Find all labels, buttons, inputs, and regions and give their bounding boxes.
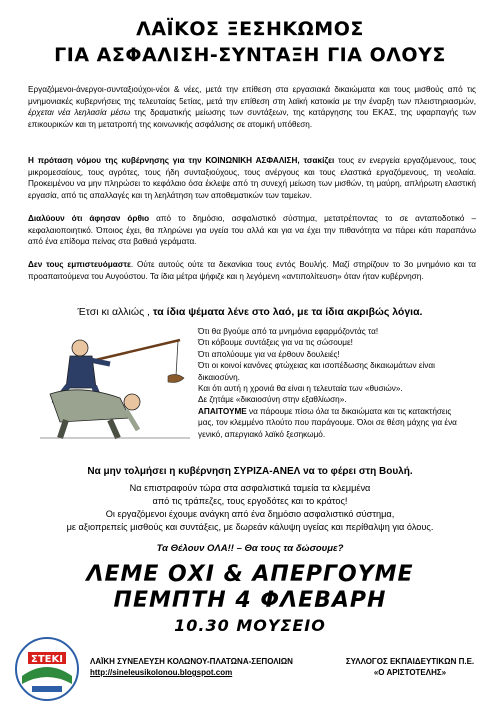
list-item: Και ότι αυτή η χρονιά θα είναι η τελευταία των «θυσιών». [198, 384, 403, 394]
demands-block [0, 482, 500, 534]
question-line: Τα Θέλουν ΟΛΑ!! – Θα τους τα δώσουμε? [156, 543, 344, 554]
tagline [0, 306, 500, 318]
law-text: τους εν ενεργεία εργαζόμενους, τους μικρομεσαίους, τους αγρότες, τους ήδη συνταξιούχους, τους ανέργους και τους ελαστικά εργαζόμενους, τη νεολαία. Προκειμένου να μην πληρώσει το κεφάλαιο όσα έκλεψε από τη συνεχή μείωση των μισθών, τη μαύρη, απλήρωτη ελαστική εργασία, από τις απαλλαγές και τη λεηλάτηση των αποθεματικών των ταμείων. [28, 156, 476, 200]
dissolve-text: από το δημόσιο, ασφαλιστικό σύστημα, μετατρέποντας το σε ανταποδοτικό – κεφαλαιοποιητικό. Όποιος έχει, θα πληρώνει για υγεία του αλλά και για να έχει την πιθανότητα να πάρει κάτι παραπάνω από ένα επίδομα πείνας στα βαθειά γεράματα. [28, 214, 476, 247]
intro-rest: της δραματικής μείωσης των συντάξεων, της κατάργησης του ΕΚΑΣ, της υφαρπαγής των επικουρικών και τη μετατροπή της κοινωνικής ασφάλισης σε ατομική υπόθεση. [28, 108, 476, 129]
headline-line-2: ΓΙΑ ΑΣΦΑΛΙΣΗ-ΣΥΝΤΑΞΗ ΓΙΑ ΟΛΟΥΣ [54, 44, 446, 66]
demand-bold: ΑΠΑΙΤΟΥΜΕ [198, 406, 247, 416]
demand-text: να πάρουμε πίσω όλα τα δικαιώματα και τις κατακτήσεις μας, τον κλεμμένο πλούτο που παράγουμε. Όλοι σε θέση μάχης για ένα γενικό, απεργιακό λαϊκό ξεσηκωμό. [198, 406, 457, 439]
org-left-name: ΛΑΪΚΗ ΣΥΝΕΛΕΥΣΗ ΚΟΛΩΝΟΥ-ΠΛΑΤΩΝΑ-ΣΕΠΟΛΙΩΝ [90, 657, 293, 666]
logo-text: ΣΤΕΚΙ [31, 654, 63, 665]
blog-link[interactable]: http://sineleusikolonou.blogspot.com [90, 668, 233, 677]
demand-line: από τις τράπεζες, τους εργοδότες και το κράτος! [152, 496, 348, 506]
bullet-list [198, 326, 468, 440]
intro-text: Εργαζόμενοι-άνεργοι-συνταξιούχοι-νέοι & νέες, μετά την επίθεση στα εργασιακά δικαιώματα και τους μισθούς από τις μνημονιακές κυβερνήσεις της τελευταίας 5ετίας, μετά την επίθεση στη λαϊκή κατοικία με την έναρξη των πλειστηριασμών, [28, 85, 476, 106]
list-item: Ότι οι κοινοί κανόνες φτώχειας και ισοπέδωσης δικαιωμάτων είναι δικαιοσύνη. [198, 361, 435, 382]
trust-paragraph [28, 259, 476, 282]
slogan-date: ΠΕΜΠΤΗ 4 ΦΛΕΒΑΡΗ [113, 588, 387, 613]
law-paragraph [28, 155, 476, 201]
list-item: Δε ζητάμε «δικαιοσύνη στην εξαθλίωση». [198, 395, 347, 405]
trust-bold: Δεν τους εμπιστευόμαστε [28, 260, 131, 269]
list-item: Ότι απολύουμε για να έρθουν δουλειές! [198, 349, 340, 359]
org-right-line-2: «Ο ΑΡΙΣΤΟΤΕΛΗΣ» [373, 668, 447, 677]
demand-line: Οι εργαζόμενοι έχουμε ανάγκη από ένα δημόσιο ασφαλιστικό σύστημα, [105, 509, 395, 519]
tagline-lead: Έτσι κι αλλιώς , [77, 306, 150, 318]
law-bold: Η πρόταση νόμου της κυβέρνησης για την ΚΟΙΝΩΝΙΚΗ ΑΣΦΑΛΙΣΗ, τσακίζει [28, 156, 335, 165]
intro-paragraph [28, 84, 476, 130]
intro-italic: έρχεται νέα λεηλασία μέσω [28, 108, 131, 118]
slogan-time-place: 10.30 ΜΟΥΣΕΙΟ [174, 616, 326, 635]
list-item: Ότι θα βγούμε από τα μνημόνια εφαρμόζοντάς τα! [198, 327, 379, 336]
tagline-bold: τα ίδια ψέματα λένε στο λαό, με τα ίδια ακριβώς λόγια. [152, 306, 423, 318]
trust-text: . Ούτε αυτούς ούτε τα δεκανίκια τους εντός Βουλής. Μαζί στηρίζουν το 3ο μνημόνιο και τα προαπαιτούμενα του Αυγούστου. Τα ίδια μέτρα ψήφιζε και η λεγόμενη «αντιπολίτευση» όταν ήταν κυβέρνηση. [28, 260, 476, 281]
cartoon-illustration [40, 326, 190, 441]
dissolve-paragraph [28, 213, 476, 248]
warning-line: Να μην τολμήσει η κυβέρνηση ΣΥΡΙΖΑ-ΑΝΕΛ να το φέρει στη Βουλή. [87, 466, 413, 477]
slogan-strike: ΛΕΜΕ ΟΧΙ & ΑΠΕΡΓΟΥΜΕ [86, 562, 414, 587]
demand-line: με αξιοπρεπείς μισθούς και συντάξεις, με δωρεάν κάλυψη υγείας και περίθαλψη για όλους. [66, 522, 434, 532]
demand-paragraph [198, 406, 468, 440]
list-item: Ότι κόβουμε συντάξεις για να τις σώσουμε! [198, 338, 353, 348]
org-right-line-1: ΣΥΛΛΟΓΟΣ ΕΚΠΑΙΔΕΥΤΙΚΩΝ Π.Ε. [345, 657, 475, 666]
demand-line: Να επιστραφούν τώρα στα ασφαλιστικά ταμεία τα κλεμμένα [129, 483, 371, 493]
headline-line-1: ΛΑΪΚΟΣ ΞΕΣΗΚΩΜΟΣ [136, 18, 364, 40]
dissolve-bold: Διαλύουν ότι άφησαν όρθιο [28, 214, 150, 223]
steki-logo [14, 636, 80, 702]
